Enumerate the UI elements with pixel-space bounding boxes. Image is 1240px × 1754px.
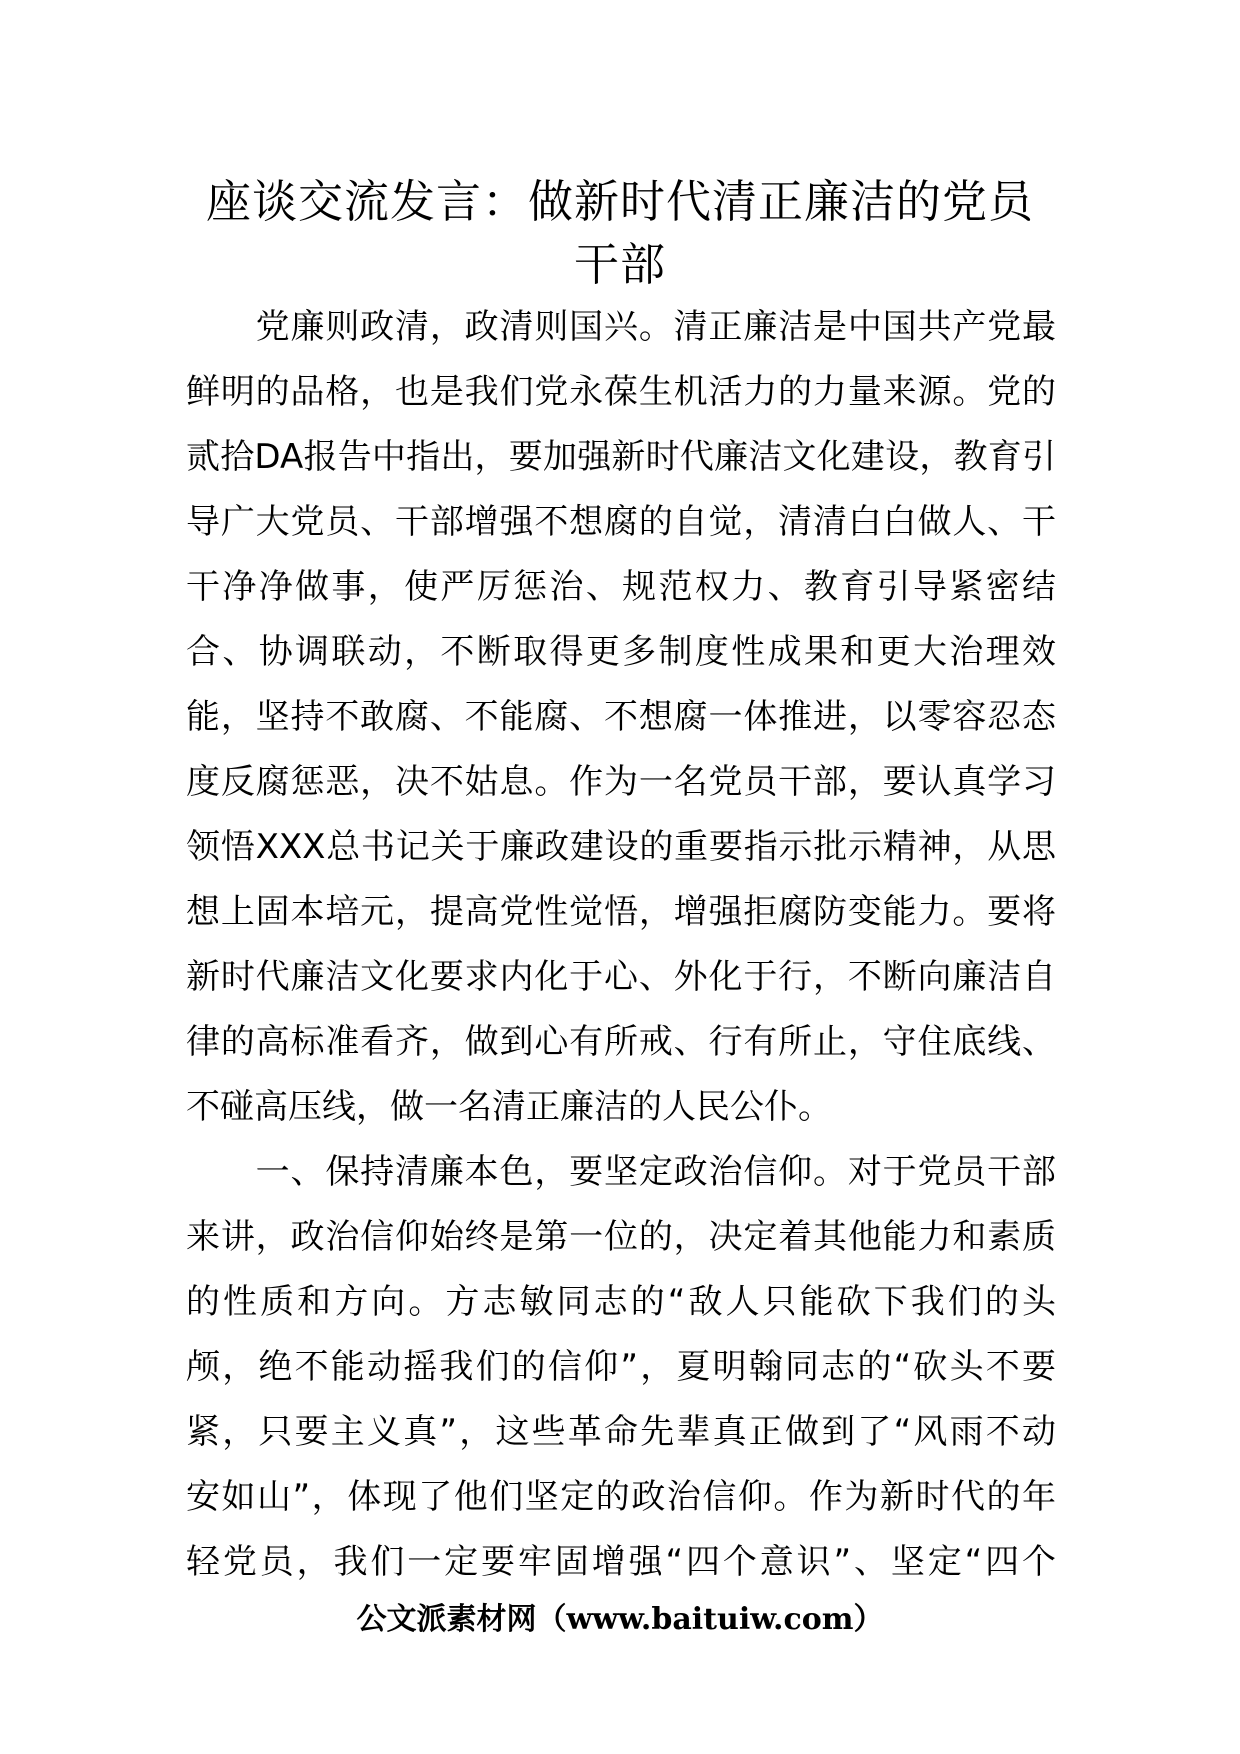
document-title — [180, 170, 1060, 296]
body-line: 导广大党员、干部增强不想腐的自觉，清清白白做人、干 — [186, 502, 1056, 542]
footer-watermark-text: 公文派素材网（www.baituiw.com） — [356, 1602, 884, 1637]
body-line: 轻党员，我们一定要牢固增强“四个意识”、坚定“四个 — [186, 1542, 1056, 1582]
body-line: 律的高标准看齐，做到心有所戒、行有所止，守住底线、 — [186, 1022, 1056, 1062]
body-line: 新时代廉洁文化要求内化于心、外化于行，不断向廉洁自 — [186, 957, 1056, 997]
body-line: 贰拾DA报告中指出，要加强新时代廉洁文化建设，教育引 — [186, 437, 1056, 477]
document-body — [186, 295, 1056, 1595]
body-line: 的性质和方向。方志敏同志的“敌人只能砍下我们的头 — [186, 1282, 1056, 1322]
body-line: 紧，只要主义真”，这些革命先辈真正做到了“风雨不动 — [186, 1412, 1056, 1452]
body-line: 颅，绝不能动摇我们的信仰”，夏明翰同志的“砍头不要 — [186, 1347, 1056, 1387]
body-line: 鲜明的品格，也是我们党永葆生机活力的力量来源。党的 — [186, 372, 1056, 412]
title-line-1: 座谈交流发言：做新时代清正廉洁的党员 — [205, 175, 1034, 228]
body-line: 不碰高压线，做一名清正廉洁的人民公仆。 — [186, 1087, 832, 1127]
body-line: 领悟XXX总书记关于廉政建设的重要指示批示精神，从思 — [186, 827, 1056, 867]
body-line: 来讲，政治信仰始终是第一位的，决定着其他能力和素质 — [186, 1217, 1056, 1257]
body-line: 一、保持清廉本色，要坚定政治信仰。对于党员干部 — [186, 1152, 1056, 1192]
body-line: 干净净做事，使严厉惩治、规范权力、教育引导紧密结 — [186, 567, 1056, 607]
body-line: 合、协调联动，不断取得更多制度性成果和更大治理效 — [186, 632, 1056, 672]
body-line: 度反腐惩恶，决不姑息。作为一名党员干部，要认真学习 — [186, 762, 1056, 802]
body-line: 能，坚持不敢腐、不能腐、不想腐一体推进，以零容忍态 — [186, 697, 1056, 737]
body-line: 想上固本培元，提高党性觉悟，增强拒腐防变能力。要将 — [186, 892, 1056, 932]
body-line: 安如山”，体现了他们坚定的政治信仰。作为新时代的年 — [186, 1477, 1056, 1517]
body-line: 党廉则政清，政清则国兴。清正廉洁是中国共产党最 — [186, 307, 1056, 347]
title-line-2: 干部 — [573, 238, 666, 291]
